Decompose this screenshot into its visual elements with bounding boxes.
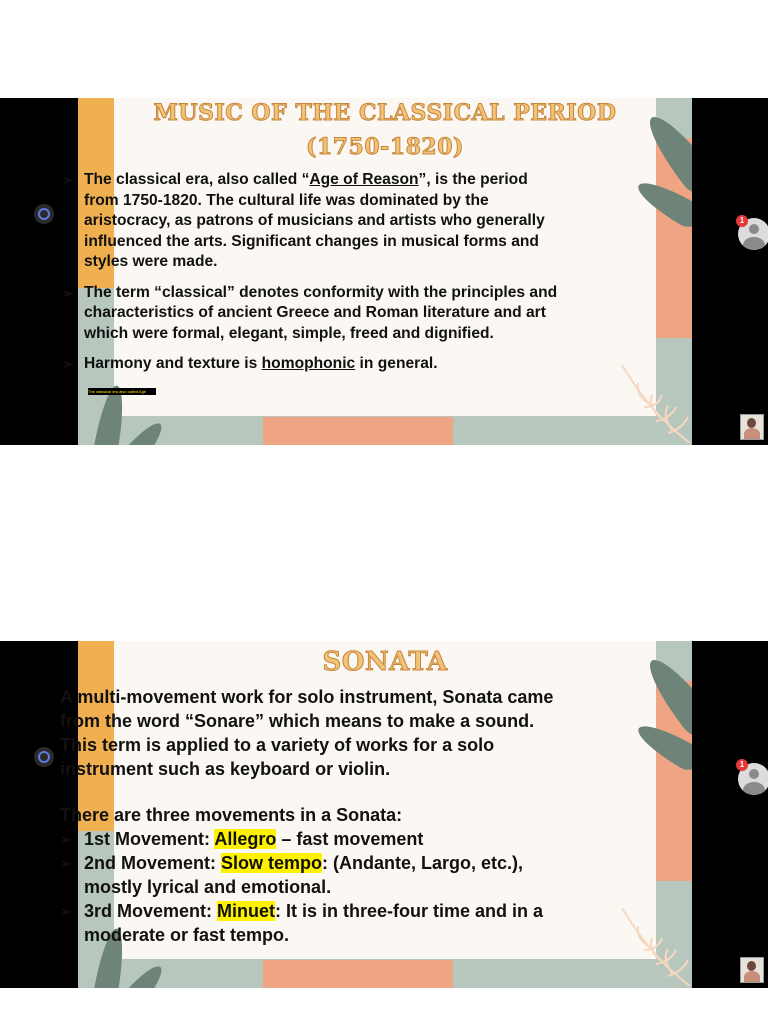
- bullet-list: [62, 170, 562, 385]
- fern-decoration-icon: [602, 898, 692, 988]
- list-item: ➢ 2nd Movement: Slow tempo: (Andante, Largo, etc.), mostly lyrical and emotional.: [60, 853, 524, 897]
- slide-screenshot-1: [0, 98, 768, 445]
- subtitle-caption: The classical era also called Age: [88, 388, 156, 395]
- notification-badge: 1: [736, 215, 748, 227]
- arrow-bullet-icon: ➢: [62, 356, 74, 372]
- list-item: ➢ 1st Movement: Allegro – fast movement: [60, 829, 424, 849]
- presenter-thumbnail[interactable]: [740, 957, 764, 983]
- highlighted-term: Slow tempo: [221, 853, 323, 873]
- arrow-bullet-icon: ➢: [62, 172, 74, 188]
- highlighted-term: Allegro: [214, 829, 277, 849]
- movements-intro: There are three movements in a Sonata:: [60, 805, 403, 825]
- underlined-term: Age of Reason: [309, 171, 419, 188]
- slide-title: SONATA: [322, 647, 448, 677]
- arrow-bullet-icon: ➢: [60, 903, 72, 919]
- list-item: ➢ 3rd Movement: Minuet: It is in three-four time and in a moderate or fast tempo.: [60, 901, 544, 945]
- slide-screenshot-2: [0, 641, 768, 988]
- screen-record-icon[interactable]: [34, 747, 54, 767]
- arrow-bullet-icon: ➢: [60, 855, 72, 871]
- leaf-decoration-icon: [113, 960, 168, 988]
- salmon-accent-bottom: [263, 417, 453, 445]
- list-item: ➢ The classical era, also called “Age of Reason”, is the period from 1750-1820. The cultural life was dominated by the aristocracy, as patrons of musicians and artists who generally influenced the arts. Significant changes in musical forms and styles were made.: [62, 171, 545, 270]
- slide-title: MUSIC OF THE CLASSICAL PERIOD: [153, 100, 617, 126]
- notification-badge: 1: [736, 759, 748, 771]
- underlined-term: homophonic: [261, 355, 356, 372]
- leaf-decoration-icon: [113, 417, 168, 445]
- fern-decoration-icon: [602, 355, 692, 445]
- movement-list: [60, 827, 580, 947]
- slide-title-years: (1750-1820): [306, 134, 464, 160]
- list-item: ➢ The term “classical” denotes conformity with the principles and characteristics of ancient Greece and Roman literature and art which were formal, elegant, simple, freed and dignified.: [62, 283, 558, 342]
- list-item: ➢ Harmony and texture is homophonic in general.: [62, 354, 562, 375]
- arrow-bullet-icon: ➢: [60, 831, 72, 847]
- screen-record-icon[interactable]: [34, 204, 54, 224]
- salmon-accent-bottom: [263, 960, 453, 988]
- highlighted-term: Minuet: [217, 901, 276, 921]
- sonata-definition: A multi-movement work for solo instrument, Sonata came from the word “Sonare” which means to make a sound. This term is applied to a variety of works for a solo instrument such as keyboard or violin.: [60, 687, 554, 779]
- presenter-thumbnail[interactable]: [740, 414, 764, 440]
- arrow-bullet-icon: ➢: [62, 284, 74, 301]
